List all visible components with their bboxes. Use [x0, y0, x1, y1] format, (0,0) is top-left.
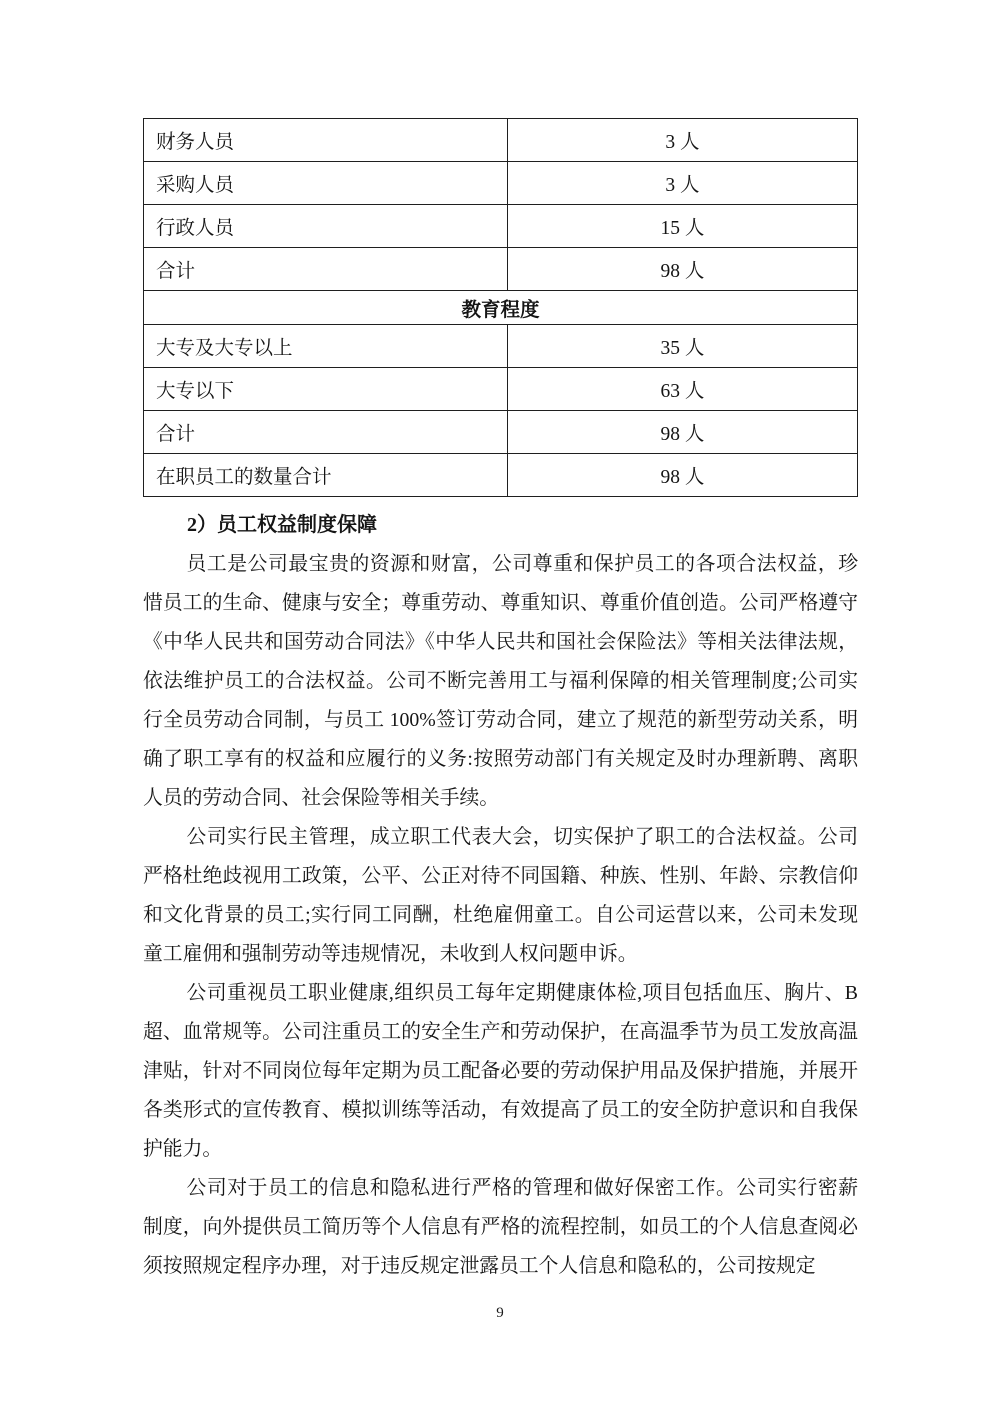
education-level-header-row	[144, 291, 858, 325]
table-row	[144, 205, 858, 248]
table-row	[144, 368, 858, 411]
paragraph-privacy-protection: 公司对于员工的信息和隐私进行严格的管理和做好保密工作。公司实行密薪制度，向外提供员工简历等个人信息有严格的流程控制，如员工的个人信息查阅必须按照规定程序办理，对于违反规定泄露员工个人信息和隐私的，公司按规定	[143, 1177, 858, 1277]
page-number: 9	[496, 1305, 504, 1321]
row-label-cell: 大专及大专以上	[144, 325, 508, 368]
table-row	[144, 411, 858, 454]
page-content	[143, 118, 858, 1286]
row-value-cell: 3 人	[507, 162, 857, 205]
education-level-header-cell: 教育程度	[144, 291, 858, 325]
paragraph-employee-rights: 员工是公司最宝贵的资源和财富，公司尊重和保护员工的各项合法权益，珍惜员工的生命、健康与安全；尊重劳动、尊重知识、尊重价值创造。公司严格遵守《中华人民共和国劳动合同法》《中华人民共和国社会保险法》等相关法律法规，依法维护员工的合法权益。公司不断完善用工与福利保障的相关管理制度;公司实行全员劳动合同制，与员工 100%签订劳动合同，建立了规范的新型劳动关系，明确了职工享有的权益和应履行的义务:按照劳动部门有关规定及时办理新聘、离职人员的劳动合同、社会保险等相关手续。	[143, 553, 858, 809]
row-label-cell: 采购人员	[144, 162, 508, 205]
table-row	[144, 119, 858, 162]
row-label-cell: 财务人员	[144, 119, 508, 162]
row-value-cell: 3 人	[507, 119, 857, 162]
table-row	[144, 248, 858, 291]
row-value-cell: 98 人	[507, 248, 857, 291]
table-row	[144, 454, 858, 497]
section-heading: 2）员工权益制度保障	[187, 514, 377, 536]
row-label-cell: 行政人员	[144, 205, 508, 248]
paragraph-occupational-health: 公司重视员工职业健康,组织员工每年定期健康体检,项目包括血压、胸片、B 超、血常规等。公司注重员工的安全生产和劳动保护，在高温季节为员工发放高温津贴，针对不同岗位每年定期为员工配备必要的劳动保护用品及保护措施，并展开各类形式的宣传教育、模拟训练等活动，有效提高了员工的安全防护意识和自我保护能力。	[143, 982, 858, 1160]
row-label-cell: 合计	[144, 248, 508, 291]
row-value-cell: 35 人	[507, 325, 857, 368]
table-row	[144, 325, 858, 368]
paragraph-democratic-management: 公司实行民主管理，成立职工代表大会，切实保护了职工的合法权益。公司严格杜绝歧视用工政策，公平、公正对待不同国籍、种族、性别、年龄、宗教信仰和文化背景的员工;实行同工同酬，杜绝雇佣童工。自公司运营以来，公司未发现童工雇佣和强制劳动等违规情况，未收到人权问题申诉。	[143, 826, 858, 965]
row-value-cell: 98 人	[507, 411, 857, 454]
employee-stats-table	[143, 118, 858, 497]
row-value-cell: 98 人	[507, 454, 857, 497]
row-label-cell: 大专以下	[144, 368, 508, 411]
row-value-cell: 63 人	[507, 368, 857, 411]
table-row	[144, 162, 858, 205]
row-value-cell: 15 人	[507, 205, 857, 248]
row-label-cell: 在职员工的数量合计	[144, 454, 508, 497]
row-label-cell: 合计	[144, 411, 508, 454]
